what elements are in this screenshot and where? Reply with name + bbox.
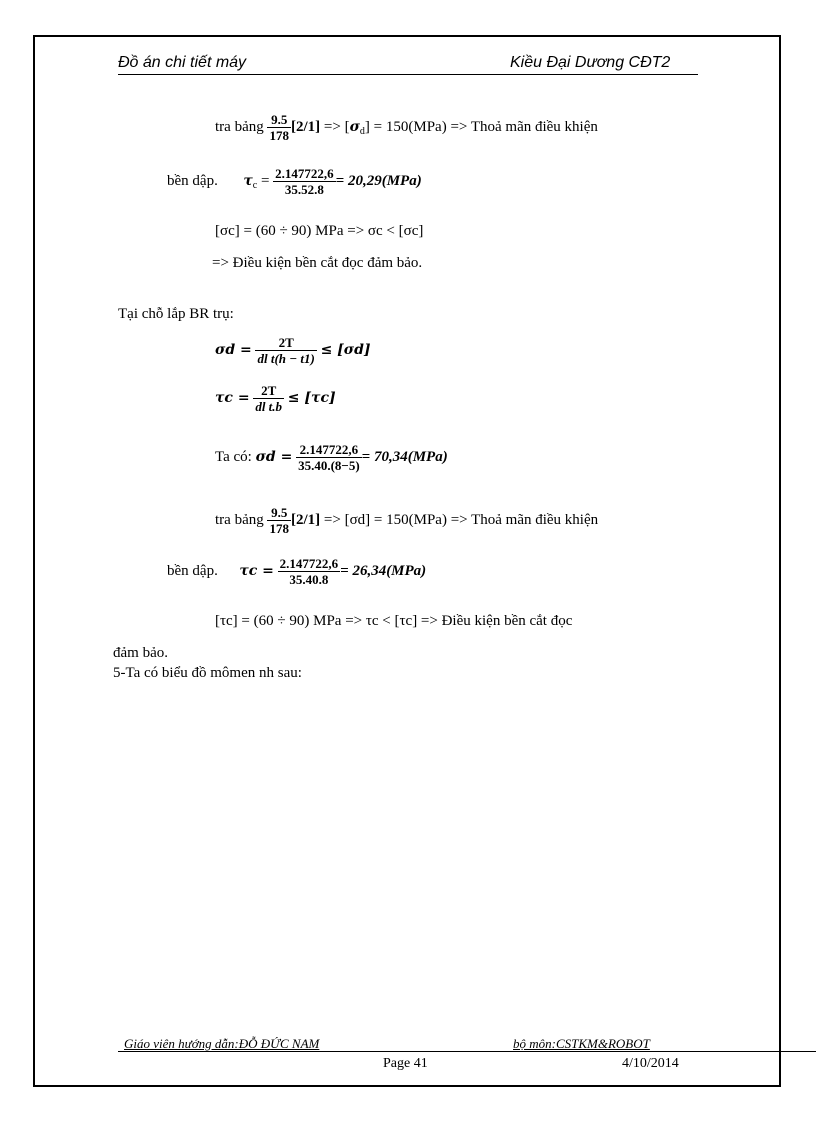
footer-dept: bộ môn:CSTKM&ROBOT [513,1036,650,1051]
section-5-title: 5-Ta có biểu đồ mômen nh sau: [113,665,302,681]
footer-teacher: Giáo viên hướng dẫn:ĐỖ ĐỨC NAM [124,1036,320,1051]
tra-bang-line-2: tra bảng $\frac{9.5}{178}$ [2/1] => [σd] = 150(MPa) => Thoả mãn điều khiện [215,505,599,536]
dam-bao: đảm bảo. [113,645,168,661]
footer-date: 4/10/2014 [622,1056,679,1071]
table-fraction: $\frac{9.5}{178}$ [269,112,289,143]
formula-tau: τc = $\frac{2T}{\text{dl t.b}}$ ≤ [τc] [215,383,336,414]
formula-sigma-calc: Ta có: σd = $\frac{2.147722,6}{35.40.(8-5)}$ = 70,34(MPa) [215,442,448,473]
formula-sigma: σd = $\frac{2T}{\text{dl t(h − t1)}}$ ≤ [σd] [215,335,371,366]
footer-rule [118,1051,816,1052]
page-number: Page 41 [383,1056,428,1071]
header-right: Kiều Đại Dương CĐT2 [510,54,671,71]
shear-limit-line-1: [σc] = (60 ÷ 90) MPa => σc < [σc] [215,223,424,239]
tra-bang-line-1: tra bảng $\frac{9.5}{178}$ $[2/1] => [\sigma_d] = 150(MPa)$ => Thoả mãn điều khiện [215,112,598,143]
header-left: Đồ án chi tiết máy [118,54,247,71]
section-intro: Tại chỗ lắp BR trụ: [118,306,234,322]
ben-dap-line-2: bền dập. τc = $\frac{2.147722,6}{35.40.8}$ = 26,34(MPa) [167,556,427,587]
header-rule [118,74,698,75]
conclusion-line-1: => Điều kiện bền cắt đọc đảm bảo. [212,255,423,271]
shear-limit-line-2: [τc] = (60 ÷ 90) MPa => τc < [τc] => Điều kiện bền cắt đọc [215,613,573,629]
tau-fraction: $\frac{2.147722,6}{35.52.8}$ [275,166,334,197]
ben-dap-line-1: bền dập. $\tau_c$ = $\frac{2.147722,6}{35.52.8}$ = 20,29(MPa) [167,166,422,197]
